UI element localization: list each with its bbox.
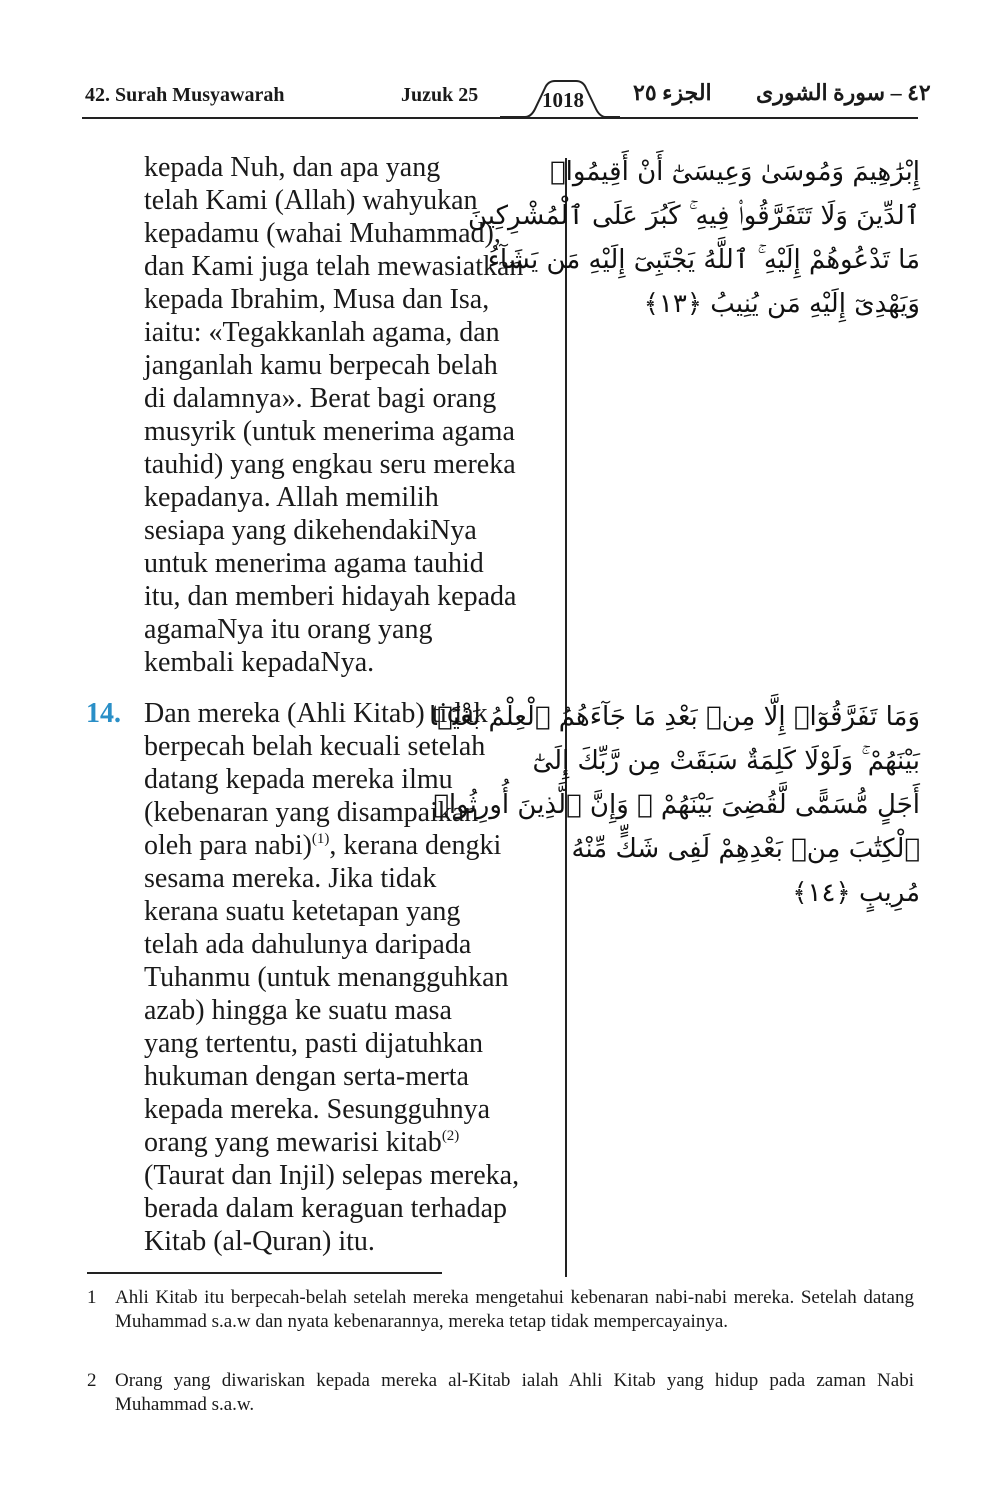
page-number: 1018 [542, 88, 584, 112]
footnote-ref-1[interactable]: (1) [311, 831, 330, 847]
text-line: dan Kami juga telah mewasiatkan [144, 251, 524, 282]
text-line: agamaNya itu orang yang [144, 614, 433, 645]
footnote-1 [87, 1286, 914, 1334]
text-line: musyrik (untuk menerima agama [144, 416, 515, 447]
footnote-number: 2 [87, 1370, 97, 1391]
text-segment: oleh para nabi) [144, 830, 312, 861]
text-line: itu, dan memberi hidayah kepada [144, 581, 517, 612]
text-line: telah ada dahulunya daripada [144, 929, 472, 960]
verse-13-arabic [467, 150, 920, 326]
footnote-text: Ahli Kitab itu berpecah-belah setelah mereka mengetahui kebenaran nabi-nabi mereka. Setelah datang Muhammad s.a.w dan nyata kebenarannya, mereka tetap tidak mempercayainya. [115, 1287, 914, 1332]
header-rule [82, 117, 918, 119]
arabic-line: وَمَا تَفَرَّقُوٓا۟ إِلَّا مِنۢ بَعْدِ مَا جَآءَهُمُ ٱلْعِلْمُ بَغْيًۢا [429, 702, 920, 732]
text-line: kepada Nuh, dan apa yang [144, 152, 441, 183]
text-line: iaitu: «Tegakkanlah agama, dan [144, 317, 500, 348]
arabic-line: بَيْنَهُمْ ۚ وَلَوْلَا كَلِمَةٌ سَبَقَتْ مِن رَّبِّكَ إِلَىٰٓ [532, 746, 920, 776]
footnote-ref-2[interactable]: (2) [441, 1128, 460, 1144]
text-line: Dan mereka (Ahli Kitab) tidak [144, 698, 488, 729]
text-line: datang kepada mereka ilmu [144, 764, 453, 795]
text-segment: , kerana dengki [329, 830, 502, 861]
arabic-line: ٱلْكِتَٰبَ مِنۢ بَعْدِهِمْ لَفِى شَكٍّ مِّنْهُ [571, 834, 920, 864]
text-line: untuk menerima agama tauhid [144, 548, 484, 579]
text-line: kepadamu (wahai Muhammad), [144, 218, 501, 249]
text-line: Kitab (al-Quran) itu. [144, 1226, 375, 1257]
text-line: sesama mereka. Jika tidak [144, 863, 437, 894]
arabic-line: مَا تَدْعُوهُمْ إِلَيْهِ ۚ ٱللَّهُ يَجْتَبِىٓ إِلَيْهِ مَن يَشَآءُ [487, 245, 920, 275]
verse-number-14: 14. [86, 698, 121, 729]
arabic-line: إِبْرَٰهِيمَ وَمُوسَىٰ وَعِيسَىٰٓ أَنْ أَقِيمُوا۟ [550, 157, 920, 187]
text-line: (kebenaran yang disampaikan [144, 797, 479, 828]
footnote-text: Orang yang diwariskan kepada mereka al-Kitab ialah Ahli Kitab yang hidup pada zaman Nabi Muhammad s.a.w. [115, 1370, 914, 1415]
text-line: kepada mereka. Sesungguhnya [144, 1094, 490, 1125]
text-segment: orang yang mewarisi kitab [144, 1127, 442, 1158]
footnote-2 [87, 1369, 914, 1417]
text-line: Tuhanmu (untuk menangguhkan [144, 962, 509, 993]
juzuk-label: Juzuk 25 [401, 84, 479, 106]
text-line: telah Kami (Allah) wahyukan [144, 185, 478, 216]
surah-title: 42. Surah Musyawarah [85, 84, 285, 106]
juz-arabic: الجزء ٢٥ [633, 80, 712, 105]
text-line: sesiapa yang dikehendakiNya [144, 515, 477, 546]
text-line [144, 829, 564, 862]
text-line: hukuman dengan serta-merta [144, 1061, 469, 1092]
arabic-line: أَجَلٍ مُّسَمًّى لَّقُضِىَ بَيْنَهُمْ ۚ وَإِنَّ ٱلَّذِينَ أُورِثُوا۟ [433, 790, 920, 820]
arabic-line: مُرِيبٍ ﴿١٤﴾ [792, 878, 920, 908]
text-line: yang tertentu, pasti dijatuhkan [144, 1028, 484, 1059]
text-line: kepada Ibrahim, Musa dan Isa, [144, 284, 490, 315]
text-line: tauhid) yang engkau seru mereka [144, 449, 516, 480]
verse-14-arabic [429, 695, 920, 915]
text-line [144, 1126, 564, 1159]
footnote-number: 1 [87, 1287, 97, 1308]
text-line: di dalamnya». Berat bagi orang [144, 383, 497, 414]
arabic-line: وَيَهْدِىٓ إِلَيْهِ مَن يُنِيبُ ﴿١٣﴾ [643, 289, 920, 319]
arabic-line: ٱلدِّينَ وَلَا تَتَفَرَّقُوا۟ فِيهِ ۚ كَبُرَ عَلَى ٱلْمُشْرِكِينَ [467, 201, 920, 231]
text-line: berada dalam keraguan terhadap [144, 1193, 508, 1224]
verse-14-translation [144, 697, 564, 1258]
text-line: kepadanya. Allah memilih [144, 482, 439, 513]
text-line: kembali kepadaNya. [144, 647, 375, 678]
text-line: (Taurat dan Injil) selepas mereka, [144, 1160, 520, 1191]
text-line: azab) hingga ke suatu masa [144, 995, 452, 1026]
surah-title-arabic: ٤٢ – سورة الشورى [756, 80, 931, 105]
text-line: janganlah kamu berpecah belah [144, 350, 498, 381]
text-line: kerana suatu ketetapan yang [144, 896, 461, 927]
text-line: berpecah belah kecuali setelah [144, 731, 486, 762]
footnote-rule [87, 1272, 442, 1274]
